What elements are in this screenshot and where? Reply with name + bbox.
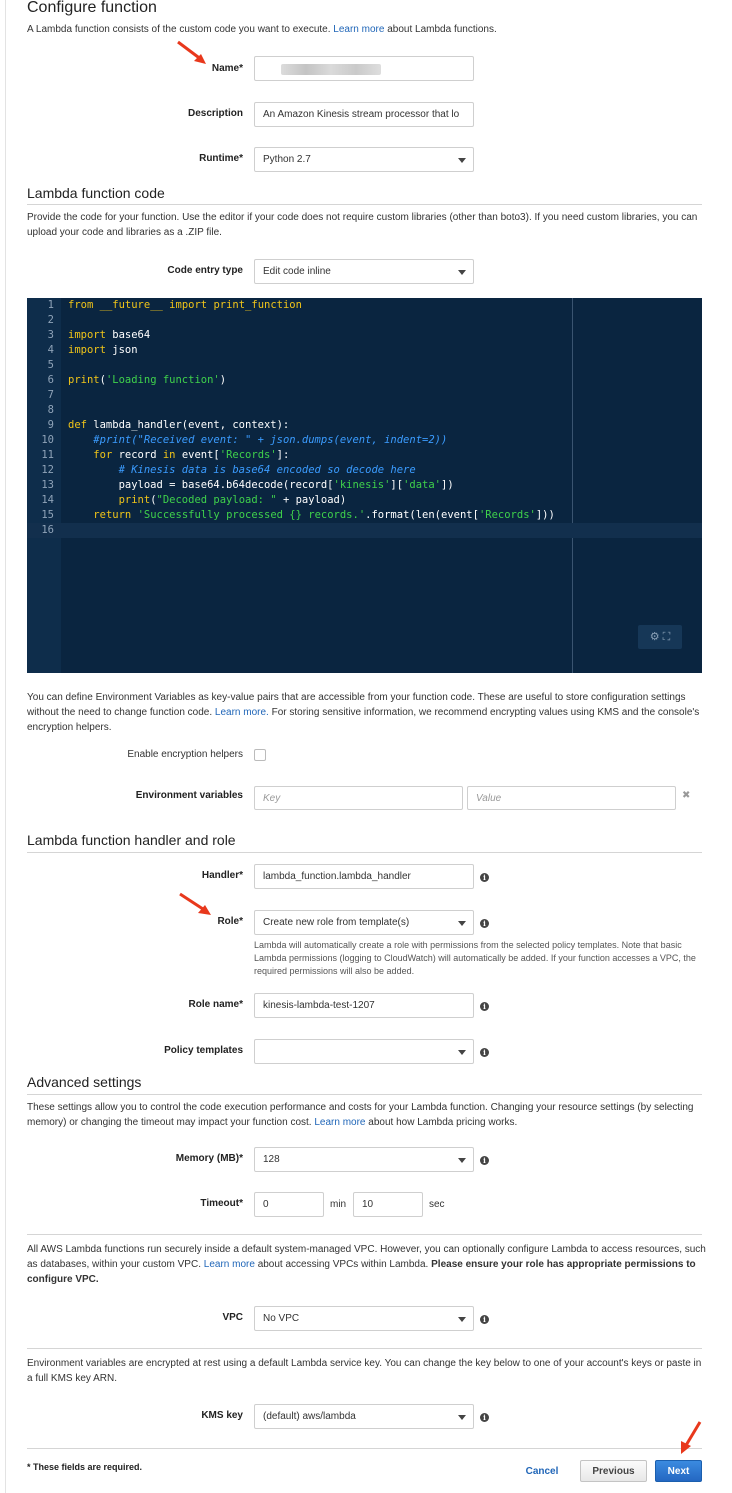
next-button[interactable]: Next [655,1460,702,1482]
code-text: #print("Received event: " + json.dumps(event, indent=2)) [93,434,448,446]
code-entry-type-select[interactable]: Edit code inline [254,259,474,284]
editor-settings-icon[interactable]: ⚙ ⛶ [638,625,682,649]
vpc-info-icon[interactable]: i [480,1315,489,1324]
line-number: 14 [41,494,54,506]
code-text: import base64 [68,329,151,341]
kms-select[interactable]: (default) aws/lambda [254,1404,474,1429]
line-number: 3 [47,329,54,341]
env-vars-label: Environment variables [135,790,243,801]
remove-env-var-icon[interactable]: ✖ [682,790,691,801]
handler-input[interactable]: lambda_function.lambda_handler [254,864,474,889]
chevron-down-icon [458,1158,466,1163]
annotation-arrow-icon [178,892,214,918]
line-number: 6 [47,374,54,386]
description-label: Description [187,108,243,119]
divider [27,204,702,205]
env-key-input[interactable]: Key [254,786,463,810]
code-line[interactable] [27,523,702,538]
encryption-helpers-checkbox[interactable] [254,749,266,761]
runtime-select[interactable]: Python 2.7 [254,147,474,172]
vpc-select[interactable]: No VPC [254,1306,474,1331]
code-text: import json [68,344,138,356]
line-number: 2 [47,314,54,326]
min-unit: min [330,1199,347,1210]
line-number: 10 [41,434,54,446]
line-number: 11 [41,449,54,461]
line-number: 13 [41,479,54,491]
kms-intro: Environment variables are encrypted at rest using a default Lambda service key. You can change the key below to one of your account's keys or paste in a full KMS key ARN. [27,1358,702,1384]
divider [27,1348,702,1349]
required-note: * These fields are required. [27,1462,143,1472]
code-text: from __future__ import print_function [68,299,302,311]
divider [27,1448,702,1449]
handler-info-icon[interactable]: i [480,873,489,882]
code-section-intro: Provide the code for your function. Use the editor if your code does not require custom libraries (other than boto3). If you need custom libraries, you can upload your code and libraries as a .ZIP file. [27,212,698,238]
pricing-learn-more-link[interactable]: Learn more [314,1117,366,1128]
chevron-down-icon [458,1050,466,1055]
code-text: # Kinesis data is base64 encoded so decode here [118,464,416,476]
line-number: 7 [47,389,54,401]
chevron-down-icon [458,1415,466,1420]
code-line[interactable] [27,298,702,313]
line-number: 5 [47,359,54,371]
role-select[interactable]: Create new role from template(s) [254,910,474,935]
code-line[interactable] [27,433,702,448]
line-number: 4 [47,344,54,356]
code-line[interactable] [27,403,702,418]
chevron-down-icon [458,270,466,275]
role-label: Role* [217,916,243,927]
code-line[interactable] [27,463,702,478]
handler-label: Handler* [201,870,243,881]
line-number: 9 [47,419,54,431]
code-text: def lambda_handler(event, context): [68,419,290,431]
policy-templates-select[interactable] [254,1039,474,1064]
left-border [5,0,6,1493]
code-text: payload = base64.b64decode(record['kinesis']['data']) [68,479,454,491]
memory-select[interactable]: 128 [254,1147,474,1172]
code-line[interactable] [27,493,702,508]
line-number: 12 [41,464,54,476]
vpc-label: VPC [222,1312,243,1323]
page-title: Configure function [27,0,157,16]
code-line[interactable] [27,508,702,523]
learn-more-link[interactable]: Learn more [333,24,385,35]
line-number: 8 [47,404,54,416]
encryption-helpers-label: Enable encryption helpers [127,749,243,760]
annotation-arrow-icon [676,1420,704,1456]
role-info-icon[interactable]: i [480,919,489,928]
timeout-min-input[interactable]: 0 [254,1192,324,1217]
timeout-label: Timeout* [200,1198,243,1209]
policy-templates-label: Policy templates [164,1045,243,1056]
code-text: print("Decoded payload: " + payload) [118,494,347,506]
line-number: 15 [41,509,54,521]
vpc-learn-more-link[interactable]: Learn more [203,1259,255,1270]
code-text: for record in event['Records']: [93,449,290,461]
code-editor[interactable] [27,298,702,673]
description-input[interactable]: An Amazon Kinesis stream processor that lo [254,102,474,127]
chevron-down-icon [458,921,466,926]
code-line[interactable] [27,328,702,343]
divider [27,1234,702,1235]
chevron-down-icon [458,1317,466,1322]
code-line[interactable] [27,448,702,463]
env-value-input[interactable]: Value [467,786,676,810]
policy-templates-info-icon[interactable]: i [480,1048,489,1057]
intro-text: A Lambda function consists of the custom code you want to execute. Learn more about Lambda functions. [27,24,497,35]
role-help-text: Lambda will automatically create a role with permissions from the selected policy templates. Note that basic Lambda permissions (logging to CloudWatch) will automatically be added. If your function accesses a VPC, the required permissions will also be added. [254,940,696,976]
line-number: 16 [41,524,54,536]
code-line[interactable] [27,418,702,433]
vpc-intro: All AWS Lambda functions run securely inside a default system-managed VPC. However, you can optionally configure Lambda to access resources, such as databases, within your custom VPC. Learn more about accessing VPCs within Lambda. Please ensure your role has appropriate permissions to configure VPC. [27,1244,706,1285]
advanced-section-title: Advanced settings [27,1074,142,1090]
kms-label: KMS key [201,1410,243,1421]
divider [27,1094,702,1095]
redacted-name [281,64,381,75]
kms-info-icon[interactable]: i [480,1413,489,1422]
line-number: 1 [47,299,54,311]
previous-button[interactable]: Previous [580,1460,647,1482]
sec-unit: sec [429,1199,445,1210]
chevron-down-icon [458,158,466,163]
env-intro: You can define Environment Variables as key-value pairs that are accessible from your function code. These are useful to store configuration settings without the need to change function code. Learn more. For storing sensitive information, we recommend encrypting values using KMS and the console's encryption helpers. [27,692,700,733]
divider [27,852,702,853]
code-text: return 'Successfully processed {} records.'.format(len(event['Records'])) [93,509,555,521]
code-line[interactable] [27,478,702,493]
code-line[interactable] [27,373,702,388]
code-line[interactable] [27,358,702,373]
timeout-sec-input[interactable]: 10 [353,1192,423,1217]
role-name-input[interactable]: kinesis-lambda-test-1207 [254,993,474,1018]
advanced-intro: These settings allow you to control the code execution performance and costs for your Lambda function. Changing your resource settings (by selecting memory) or changing the timeout may impact your function cost. Learn more about how Lambda pricing works. [27,1102,694,1128]
memory-info-icon[interactable]: i [480,1156,489,1165]
code-line[interactable] [27,388,702,403]
code-entry-type-label: Code entry type [167,265,243,276]
code-line[interactable] [27,343,702,358]
cancel-button[interactable]: Cancel [525,1465,559,1477]
role-name-label: Role name* [188,999,243,1010]
role-name-info-icon[interactable]: i [480,1002,489,1011]
code-text: print('Loading function') [68,374,227,386]
env-learn-more-link[interactable]: Learn more. [214,707,269,718]
memory-label: Memory (MB)* [175,1153,243,1164]
code-line[interactable] [27,313,702,328]
handler-section-title: Lambda function handler and role [27,832,236,848]
code-section-title: Lambda function code [27,185,165,201]
name-label: Name* [211,63,243,74]
runtime-label: Runtime* [199,153,243,164]
